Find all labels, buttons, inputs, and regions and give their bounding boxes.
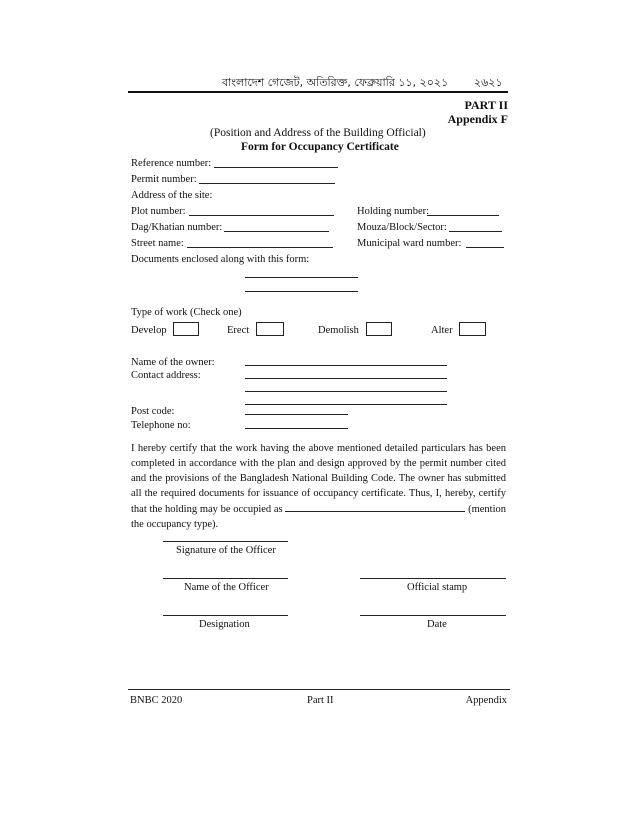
documents-enclosed-label: Documents enclosed along with this form: bbox=[131, 254, 310, 265]
work-option-erect: Erect bbox=[227, 325, 250, 336]
signature-label: Signature of the Officer bbox=[176, 545, 276, 556]
municipal-ward-field[interactable] bbox=[466, 247, 504, 248]
reference-number-label: Reference number: bbox=[131, 158, 212, 169]
certification-text-end: (mention the occupancy type). bbox=[131, 504, 507, 530]
work-option-demolish: Demolish bbox=[318, 325, 359, 336]
signature-line[interactable] bbox=[163, 541, 288, 542]
header-rule bbox=[128, 91, 508, 93]
plot-number-label: Plot number: bbox=[131, 206, 186, 217]
permit-number-field[interactable] bbox=[199, 183, 335, 184]
document-field-1[interactable] bbox=[245, 277, 358, 278]
page-number: ২৬২১ bbox=[474, 76, 503, 89]
certification-text: I hereby certify that the work having the above mentioned detailed particulars has been completed in accordance with the plan and design approved by the permit number cited and the provisions of the Bangladesh National Building Code. The owner has submitted all the required documents for issuance of occupancy certificate. Thus, I, hereby, certify that the holding may be occupied as bbox=[131, 443, 506, 515]
street-name-label: Street name: bbox=[131, 238, 184, 249]
footer-right: Appendix bbox=[465, 695, 507, 706]
document-field-2[interactable] bbox=[245, 291, 358, 292]
owner-name-field[interactable] bbox=[245, 365, 447, 366]
work-option-develop: Develop bbox=[131, 325, 167, 336]
date-line[interactable] bbox=[360, 615, 506, 616]
contact-address-field-3[interactable] bbox=[245, 404, 447, 405]
certification-paragraph bbox=[131, 441, 506, 532]
work-option-alter: Alter bbox=[431, 325, 453, 336]
contact-address-label: Contact address: bbox=[131, 370, 201, 381]
develop-checkbox[interactable] bbox=[173, 322, 199, 336]
owner-name-label: Name of the owner: bbox=[131, 357, 215, 368]
telephone-field[interactable] bbox=[245, 428, 348, 429]
post-code-field[interactable] bbox=[245, 414, 348, 415]
dag-khatian-field[interactable] bbox=[224, 231, 329, 232]
telephone-label: Telephone no: bbox=[131, 420, 191, 431]
post-code-label: Post code: bbox=[131, 406, 175, 417]
footer-left: BNBC 2020 bbox=[130, 695, 183, 706]
officer-name-label: Name of the Officer bbox=[184, 582, 269, 593]
mouza-label: Mouza/Block/Sector: bbox=[357, 222, 447, 233]
mouza-field[interactable] bbox=[449, 231, 502, 232]
date-label: Date bbox=[427, 619, 447, 630]
occupancy-type-field[interactable] bbox=[285, 501, 465, 512]
footer-rule bbox=[128, 689, 510, 690]
permit-number-label: Permit number: bbox=[131, 174, 197, 185]
demolish-checkbox[interactable] bbox=[366, 322, 392, 336]
work-type-label: Type of work (Check one) bbox=[131, 307, 242, 318]
officer-name-line[interactable] bbox=[163, 578, 288, 579]
form-title: Form for Occupancy Certificate bbox=[241, 141, 399, 153]
reference-number-field[interactable] bbox=[214, 167, 338, 168]
contact-address-field-2[interactable] bbox=[245, 391, 447, 392]
municipal-ward-label: Municipal ward number: bbox=[357, 238, 462, 249]
footer-center: Part II bbox=[307, 695, 334, 706]
alter-checkbox[interactable] bbox=[459, 322, 486, 336]
address-of-site-label: Address of the site: bbox=[131, 190, 213, 201]
designation-label: Designation bbox=[199, 619, 250, 630]
dag-khatian-label: Dag/Khatian number: bbox=[131, 222, 223, 233]
holding-number-label: Holding number: bbox=[357, 206, 430, 217]
official-line: (Position and Address of the Building Official) bbox=[210, 127, 426, 139]
gazette-header: বাংলাদেশ গেজেট, অতিরিক্ত, ফেব্রুয়ারি ১১, ২০২১ bbox=[222, 76, 449, 89]
designation-line[interactable] bbox=[163, 615, 288, 616]
plot-number-field[interactable] bbox=[189, 215, 334, 216]
part-label: PART II bbox=[464, 98, 508, 112]
contact-address-field-1[interactable] bbox=[245, 378, 447, 379]
official-stamp-line[interactable] bbox=[360, 578, 506, 579]
holding-number-field[interactable] bbox=[427, 215, 499, 216]
appendix-label: Appendix F bbox=[447, 112, 508, 126]
official-stamp-label: Official stamp bbox=[407, 582, 468, 593]
erect-checkbox[interactable] bbox=[256, 322, 284, 336]
street-name-field[interactable] bbox=[187, 247, 333, 248]
